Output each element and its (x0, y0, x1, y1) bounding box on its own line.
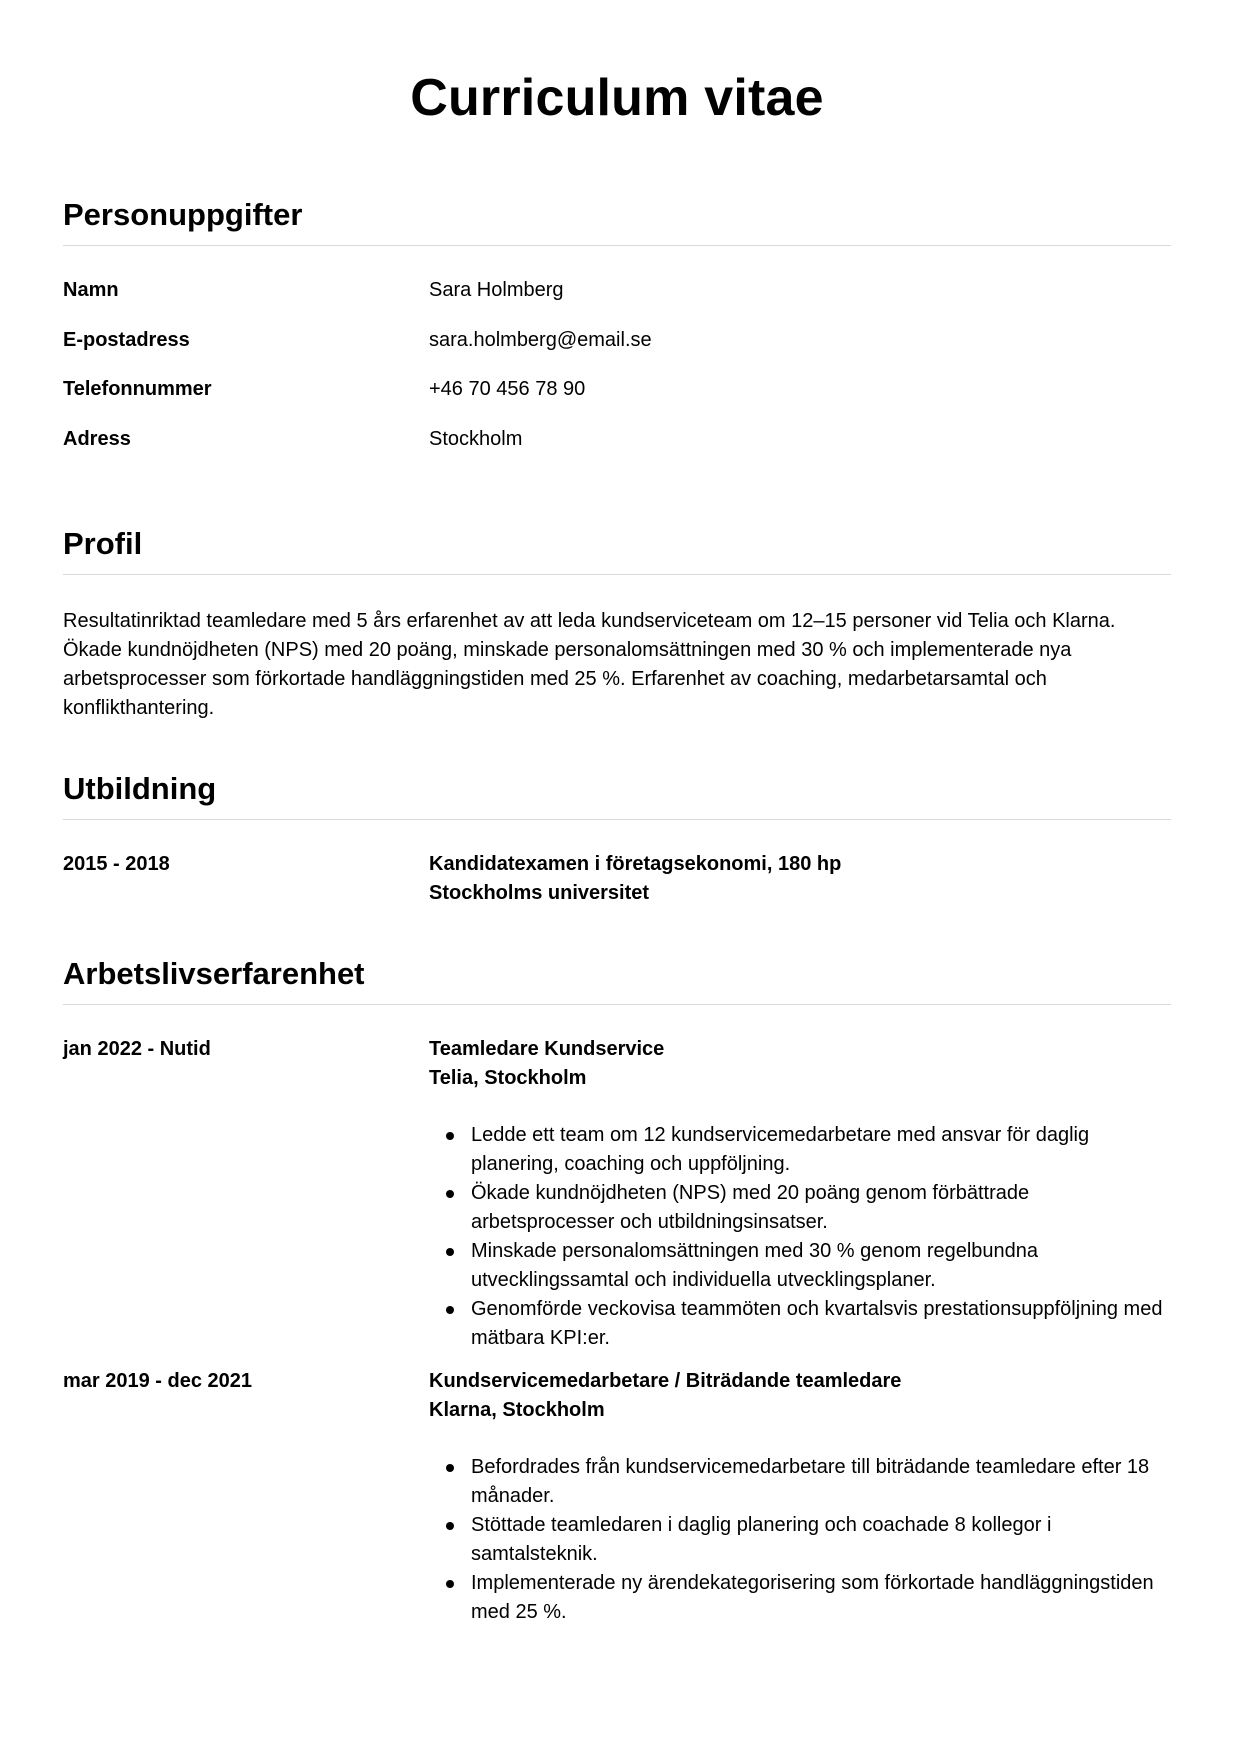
field-value: Stockholm (429, 427, 523, 450)
field-value: sara.holmberg@email.se (429, 328, 652, 351)
document-title: Curriculum vitae (410, 69, 824, 127)
list-item (429, 1569, 1171, 1627)
job-period: mar 2019 - dec 2021 (63, 1370, 253, 1392)
section-divider (63, 245, 1171, 246)
job-employer: Telia, Stockholm (429, 1067, 587, 1089)
list-item (429, 1453, 1171, 1511)
achievement-text: Stöttade teamledaren i daglig planering och coachade 8 kollegor i samtalsteknik. (471, 1514, 1052, 1565)
section-divider (63, 1004, 1171, 1005)
bullet-icon (446, 1464, 454, 1472)
personal-row-address (63, 425, 1171, 475)
list-item (429, 1295, 1171, 1353)
personal-heading: Personuppgifter (63, 197, 303, 232)
personal-row-email (63, 326, 1171, 376)
section-divider (63, 574, 1171, 575)
experience-heading: Arbetslivserfarenhet (63, 956, 365, 991)
job-title: Kundservicemedarbetare / Biträdande teamledare (429, 1370, 902, 1392)
education-period: 2015 - 2018 (63, 853, 170, 875)
achievement-text: Ledde ett team om 12 kundservicemedarbetare med ansvar för daglig planering, coaching och uppföljning. (471, 1124, 1090, 1175)
section-divider (63, 819, 1171, 820)
list-item (429, 1511, 1171, 1569)
bullet-icon (446, 1190, 454, 1198)
achievement-text: Befordrades från kundservicemedarbetare till biträdande teamledare efter 18 månader. (471, 1456, 1150, 1507)
achievement-text: Minskade personalomsättningen med 30 % genom regelbundna utvecklingssamtal och individuella utvecklingsplaner. (471, 1240, 1039, 1291)
profile-summary: Resultatinriktad teamledare med 5 års erfarenhet av att leda kundserviceteam om 12–15 personer vid Telia och Klarna. Ökade kundnöjdheten (NPS) med 20 poäng, minskade personalomsättningen med 30 % och implementerade nya arbetsprocesser som förkortade handläggningstiden med 25 %. Erfarenhet av coaching, medarbetarsamtal och konflikthantering. (63, 610, 1116, 719)
field-label: E-postadress (63, 328, 190, 351)
bullet-icon (446, 1522, 454, 1530)
job-employer: Klarna, Stockholm (429, 1399, 605, 1421)
bullet-icon (446, 1580, 454, 1588)
education-details (429, 850, 1171, 908)
job-details (429, 1035, 1171, 1353)
personal-details (63, 276, 1171, 474)
bullet-icon (446, 1306, 454, 1314)
personal-section (63, 195, 1171, 474)
list-item (429, 1179, 1171, 1237)
education-school: Stockholms universitet (429, 882, 650, 904)
field-value: +46 70 456 78 90 (429, 378, 586, 400)
field-label: Adress (63, 427, 131, 450)
bullet-icon (446, 1132, 454, 1140)
field-value: Sara Holmberg (429, 279, 564, 301)
education-section (63, 769, 1171, 908)
education-degree: Kandidatexamen i företagsekonomi, 180 hp (429, 853, 842, 875)
field-label: Telefonnummer (63, 378, 212, 400)
job-entry (63, 1367, 1171, 1627)
list-item (429, 1237, 1171, 1295)
list-item (429, 1121, 1171, 1179)
job-achievements (429, 1121, 1171, 1353)
achievement-text: Implementerade ny ärendekategorisering som förkortade handläggningstiden med 25 %. (471, 1572, 1154, 1623)
achievement-text: Genomförde veckovisa teammöten och kvartalsvis prestationsuppföljning med mätbara KPI:er. (471, 1298, 1163, 1349)
job-title: Teamledare Kundservice (429, 1038, 665, 1060)
personal-row-name (63, 276, 1171, 326)
job-achievements (429, 1453, 1171, 1627)
bullet-icon (446, 1248, 454, 1256)
job-entry (63, 1035, 1171, 1353)
job-period: jan 2022 - Nutid (63, 1038, 211, 1060)
experience-section (63, 954, 1171, 1627)
profile-heading: Profil (63, 526, 143, 561)
achievement-text: Ökade kundnöjdheten (NPS) med 20 poäng genom förbättrade arbetsprocesser och utbildningsinsatser. (471, 1182, 1030, 1233)
education-heading: Utbildning (63, 771, 217, 806)
job-details (429, 1367, 1171, 1627)
field-label: Namn (63, 279, 119, 301)
personal-row-phone (63, 375, 1171, 425)
profile-section (63, 524, 1171, 723)
education-entry (63, 850, 1171, 908)
